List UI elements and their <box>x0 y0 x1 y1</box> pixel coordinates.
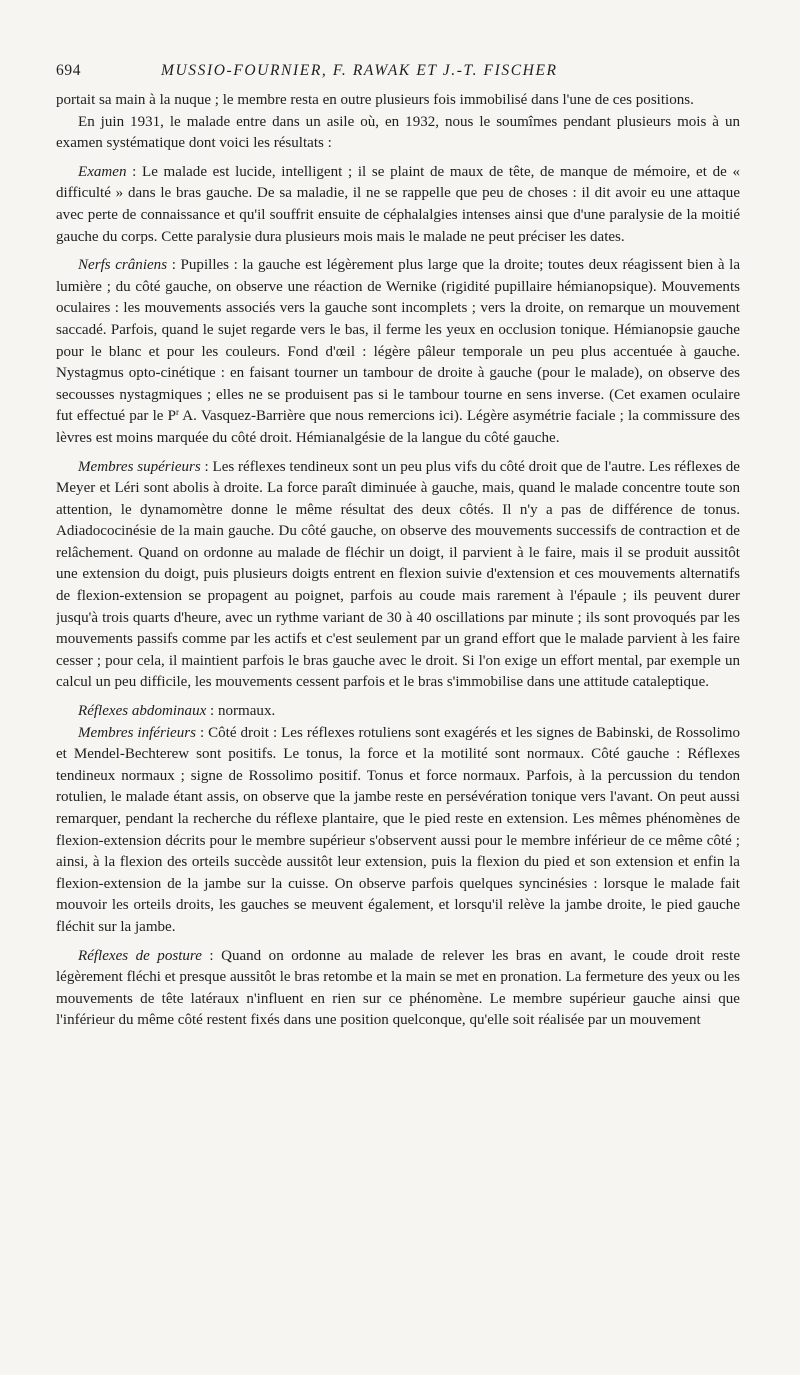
paragraph-text: En juin 1931, le malade entre dans un asile où, en 1932, nous le soumîmes pendant plusieurs mois à un examen systématique dont voici les résultats : <box>56 113 740 152</box>
paragraph-asylum <box>56 112 740 155</box>
paragraph-text: A. Vasquez-Barrière que nous remercions ici). Légère asymétrie faciale ; la commissure des lèvres est moins marquée du côté droit. Hémianalgésie de la langue du côté gauche. <box>56 408 740 446</box>
paragraph-continuation <box>56 90 740 112</box>
paragraph-reflexes-de-posture <box>56 946 740 1032</box>
section-label-membres-superieurs: Membres supérieurs <box>78 458 201 475</box>
page-number: 694 <box>56 62 82 79</box>
paragraph-text: : Quand on ordonne au malade de relever les bras en avant, le coude droit reste légèrement fléchi et presque aussitôt le bras retombe et la main se met en pronation. La fermeture des yeux ou les mouvements de tête latéraux n'influent en rien sur ce phénomène. Le membre supérieur gauche ainsi que l'inférieur du même côté restent fixés dans une position quelconque, qu'elle soit réalisée par un mouvement <box>56 947 740 1029</box>
section-label-reflexes-abdominaux: Réflexes abdominaux <box>78 703 207 720</box>
paragraph-text: : normaux. <box>206 703 276 720</box>
article-body <box>56 90 740 1032</box>
paragraph-text: : Le malade est lucide, intelligent ; il se plaint de maux de tête, de manque de mémoire, et de « difficulté » dans le bras gauche. De sa maladie, il ne se rappelle que peu de choses : il dit avoir eu une attaque avec perte de connaissance et qu'il souffrit ensuite de céphalalgies intenses ainsi que d'une paralysie de la moitié gauche du corps. Cette paralysie dura plusieurs mois mais le malade ne peut préciser les dates. <box>56 163 740 245</box>
paragraph-text: : Pupilles : la gauche est légèrement plus large que la droite; toutes deux réagissent bien à la lumière ; du côté gauche, on observe une réaction de Wernike (rigidité pupillaire hémianopsique). Mouvements oculaires : les mouvements associés vers la gauche sont incomplets ; vers la droite, on remarque un mouvement saccadé. Parfois, quand le sujet regarde vers le bas, il ferme les yeux en occlusion tonique. Hémianopsie gauche pour le blanc et pour les couleurs. Fond d'œil : légère pâleur temporale un peu plus accentuée à gauche. Nystagmus opto-cinétique : en faisant tourner un tambour de droite à gauche (pour le malade), on observe des secousses nystagmiques ; elles ne se produisent pas si le tambour tourne en sens inverse. (Cet examen oculaire fut effectué par le P <box>56 257 740 425</box>
journal-page <box>56 62 740 1352</box>
page-header <box>56 62 740 90</box>
section-label-examen: Examen <box>78 163 127 180</box>
paragraph-membres-inferieurs <box>56 723 740 939</box>
paragraph-reflexes-abdominaux <box>56 701 740 723</box>
section-label-membres-inferieurs: Membres inférieurs <box>78 724 196 741</box>
paragraph-examen <box>56 162 740 248</box>
title-superscript: r <box>175 407 179 418</box>
paragraph-text: : Les réflexes tendineux sont un peu plus vifs du côté droit que de l'autre. Les réflexes de Meyer et Léri sont abolis à droite. La force paraît diminuée à gauche, mais, quand le malade concentre toute son attention, le dynamomètre donne le même résultat des deux côtés. Il n'y a pas de différence de tonus. Adiadococinésie de la main gauche. Du côté gauche, on observe des mouvements successifs de contraction et de relâchement. Quand on ordonne au malade de fléchir un doigt, il parvient à le faire, mais il se produit aussitôt une extension du doigt, puis plusieurs doigts entrent en flexion suivie d'extension et ces mouvements alternatifs de flexion-extension se propagent au poignet, parfois au coude mais rarement à l'épaule ; ils peuvent durer jusqu'à trois quarts d'heure, avec un rythme variant de 30 à 40 oscillations par minute ; ils sont provoqués par les mouvements passifs comme par les actifs et c'est seulement par un grand effort que le malade parvient à les faire cesser ; pour cela, il maintient parfois le bras gauche avec le droit. Si l'on exige un effort mental, par exemple un calcul un peu difficile, les mouvements cessent parfois et le bras s'immobilise dans une attitude cataleptique. <box>56 458 740 691</box>
paragraph-membres-superieurs <box>56 457 740 695</box>
paragraph-text: portait sa main à la nuque ; le membre resta en outre plusieurs fois immobilisé dans l'une de ces positions. <box>56 92 694 108</box>
running-head: MUSSIO-FOURNIER, F. RAWAK ET J.-T. FISCHER <box>161 62 558 79</box>
section-label-nerfs-craniens: Nerfs crâniens <box>78 257 168 274</box>
section-label-reflexes-de-posture: Réflexes de posture <box>78 947 202 964</box>
paragraph-text: : Côté droit : Les réflexes rotuliens sont exagérés et les signes de Babinski, de Rossolimo et Mendel-Bechterew sont positifs. Le tonus, la force et la motilité sont normaux. Côté gauche : Réflexes tendineux normaux ; signe de Rossolimo positif. Tonus et force normaux. Parfois, à la percussion du tendon rotulien, le malade étant assis, on observe que la jambe reste en persévération tonique vers l'avant. On peut aussi remarquer, pendant la recherche du réflexe plantaire, que le pied reste en extension. Les mêmes phénomènes de flexion-extension décrits pour le membre supérieur s'observent aussi pour le membre inférieur de ce même côté ; ainsi, à la flexion des orteils succède aussitôt leur extension, puis la flexion du pied et son extension et enfin la flexion-extension de la jambe sur la cuisse. On observe parfois quelques syncinésies : lorsque le malade fait mouvoir les orteils droits, les gauches se meuvent également, et lorsqu'il relève la jambe droite, le pied gauche fléchit sur la jambe. <box>56 724 740 935</box>
paragraph-nerfs-craniens <box>56 255 740 449</box>
